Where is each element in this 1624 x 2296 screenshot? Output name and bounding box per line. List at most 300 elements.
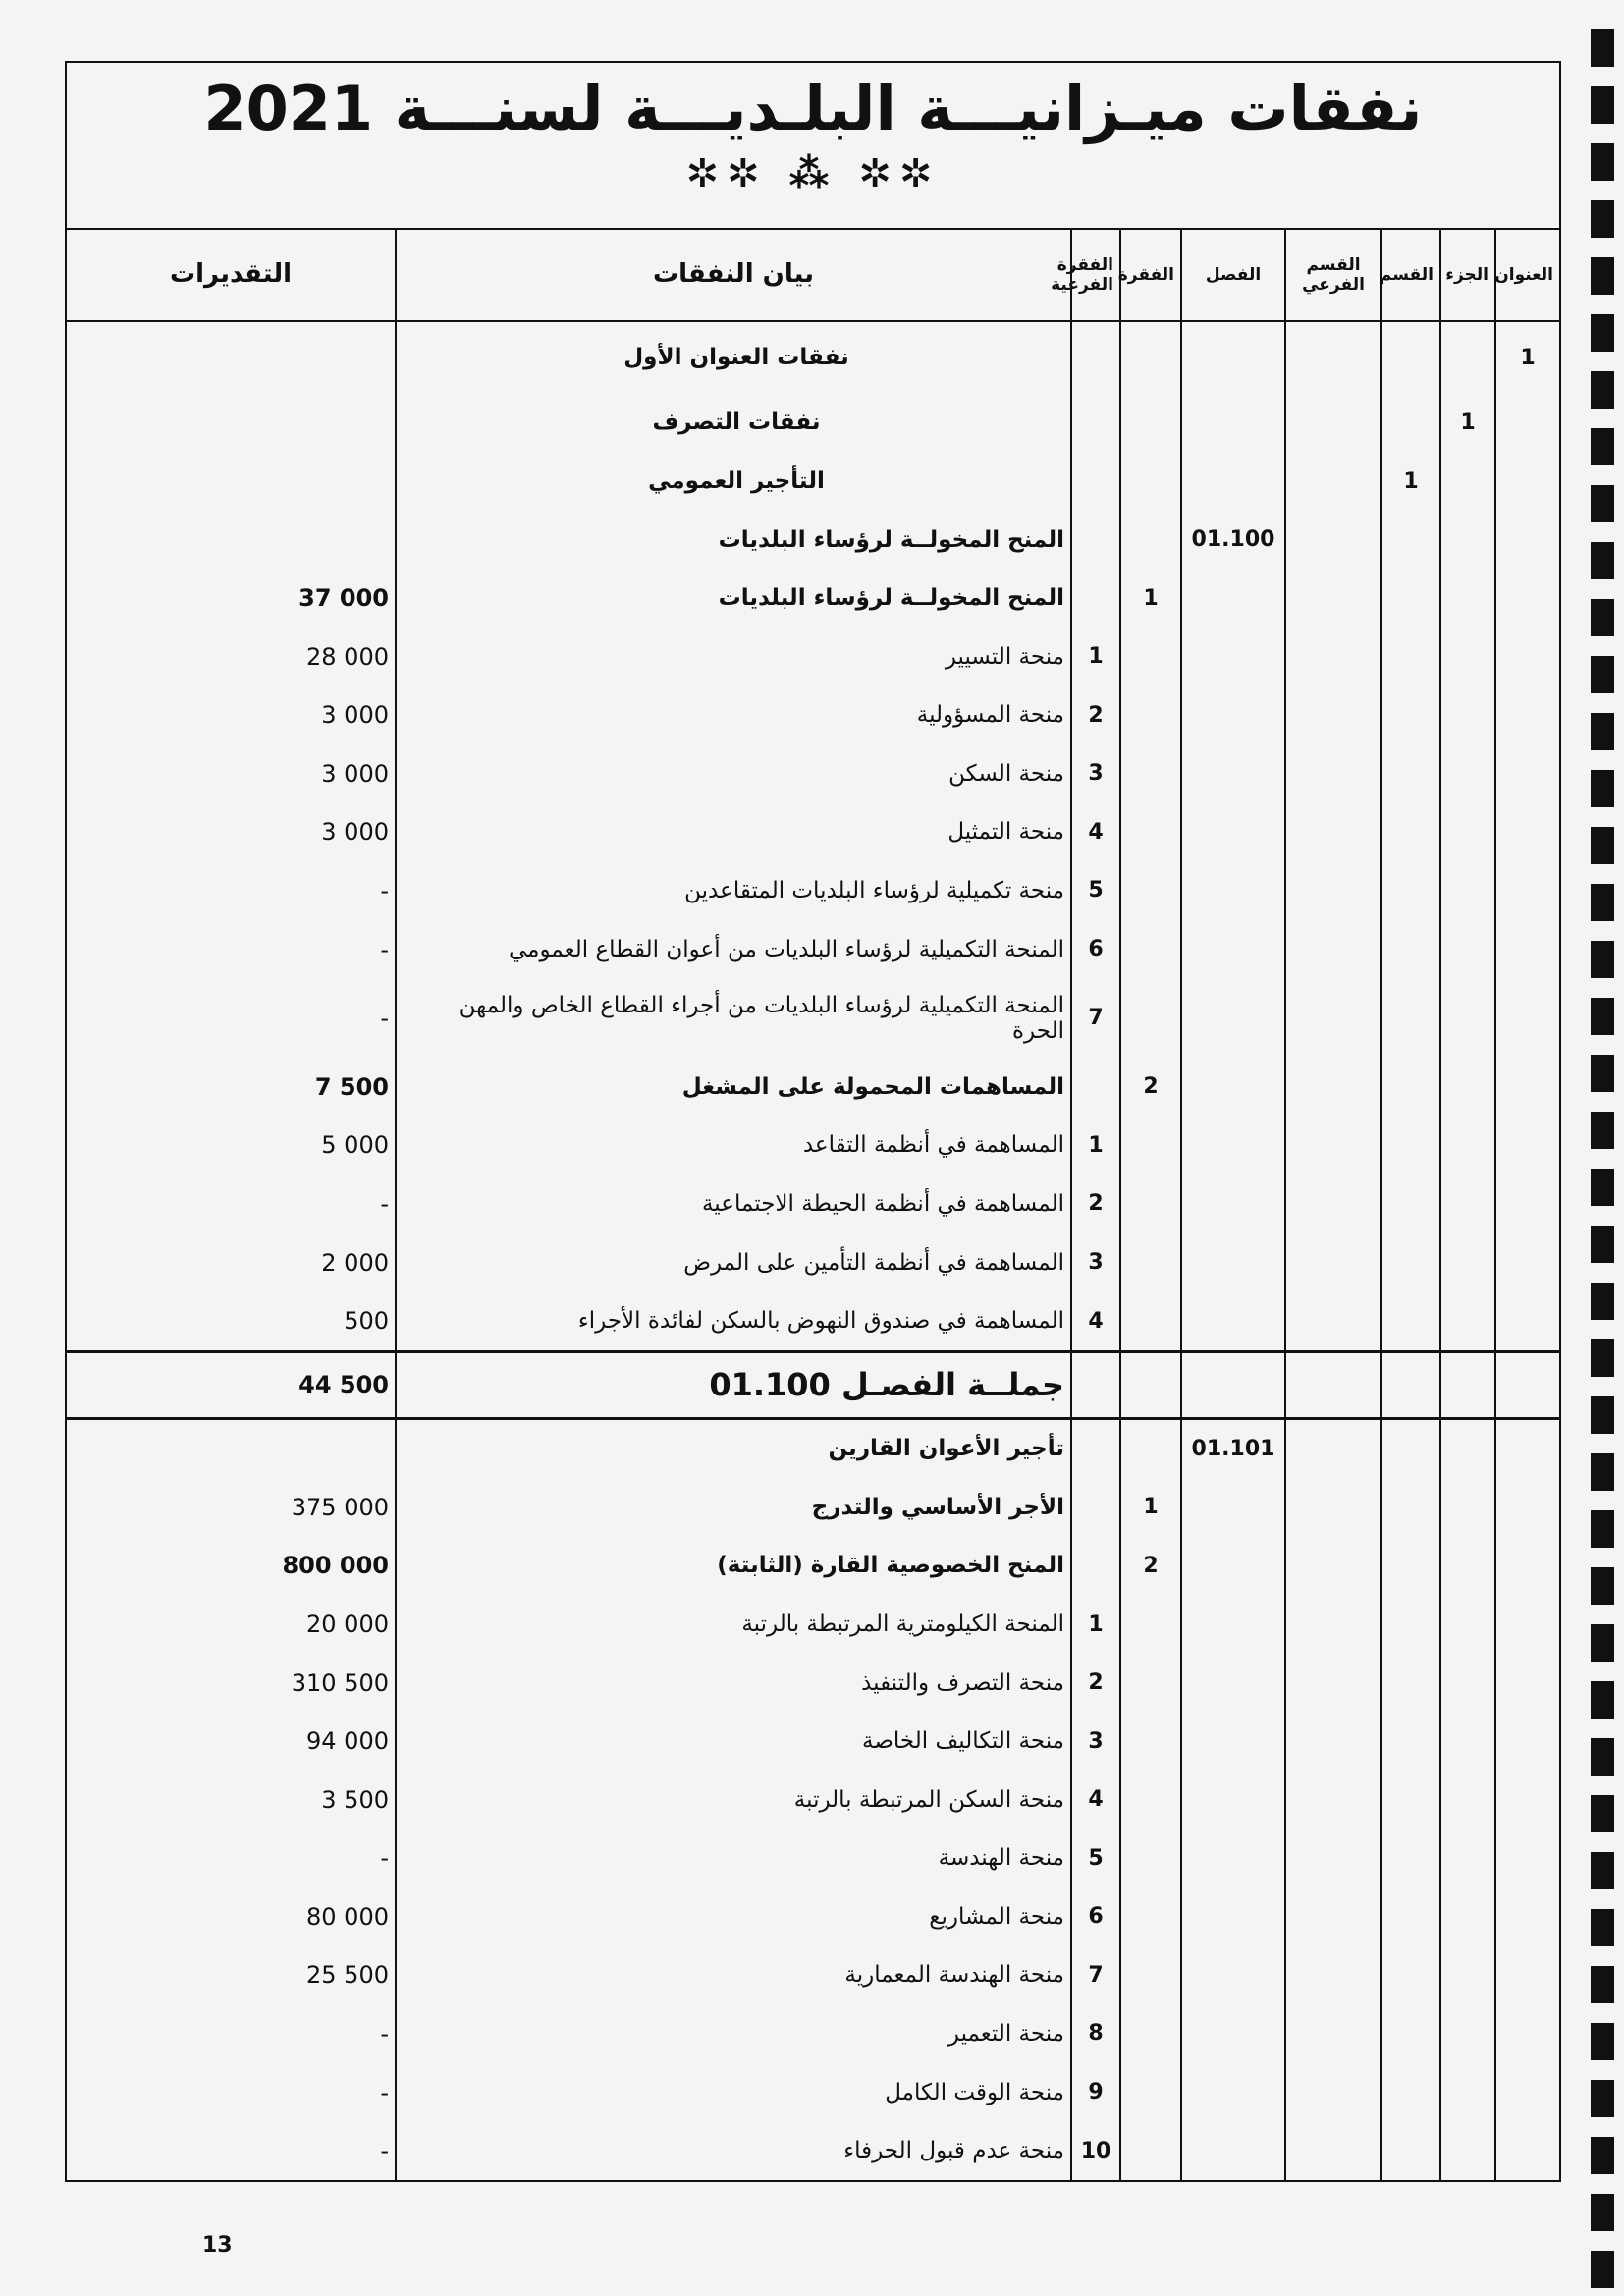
cell-estimate bbox=[66, 394, 396, 453]
cell-chapter bbox=[1181, 686, 1285, 745]
cell-sub-article: 7 bbox=[1071, 978, 1120, 1058]
table-row bbox=[66, 1830, 1560, 1888]
cell-part bbox=[1440, 861, 1495, 920]
cell-estimate bbox=[66, 861, 396, 920]
cell-title-col bbox=[1495, 452, 1560, 511]
cell-chapter bbox=[1181, 1058, 1285, 1117]
cell-estimate bbox=[66, 920, 396, 979]
table-row bbox=[66, 686, 1560, 745]
table-row bbox=[66, 744, 1560, 803]
estimate-value: 500 bbox=[344, 1307, 389, 1336]
cell-title-col bbox=[1495, 1771, 1560, 1830]
cell-title-col bbox=[1495, 2063, 1560, 2122]
cell-subdivision bbox=[1285, 1478, 1381, 1537]
binding-hole bbox=[1591, 1624, 1614, 1662]
cell-part: 1 bbox=[1440, 394, 1495, 453]
table-row bbox=[66, 1537, 1560, 1596]
cell-sub-article: 4 bbox=[1071, 803, 1120, 862]
cell-division bbox=[1381, 1946, 1440, 2005]
cell-part bbox=[1440, 1946, 1495, 2005]
cell-article bbox=[1120, 1595, 1181, 1654]
cell-title-col bbox=[1495, 1830, 1560, 1888]
binding-hole bbox=[1591, 2251, 1614, 2288]
cell-division bbox=[1381, 2121, 1440, 2181]
cell-description: المنحة التكميلية لرؤساء البلديات من أعوان القطاع العمومي bbox=[396, 920, 1071, 979]
cell-sub-article: 7 bbox=[1071, 1946, 1120, 2005]
cell-estimate bbox=[66, 569, 396, 628]
cell-division bbox=[1381, 628, 1440, 686]
cell-description: الأجر الأساسي والتدرج bbox=[396, 1478, 1071, 1537]
cell-part bbox=[1440, 1291, 1495, 1351]
estimate-value: - bbox=[380, 935, 389, 963]
cell-division bbox=[1381, 1654, 1440, 1713]
cell-subdivision bbox=[1285, 686, 1381, 745]
cell-part bbox=[1440, 321, 1495, 394]
binding-hole bbox=[1591, 2080, 1614, 2117]
cell-division bbox=[1381, 1175, 1440, 1233]
cell-sub-article: 6 bbox=[1071, 920, 1120, 979]
cell-title-col bbox=[1495, 1233, 1560, 1292]
cell-subdivision bbox=[1285, 628, 1381, 686]
table-row bbox=[66, 452, 1560, 511]
cell-title-col bbox=[1495, 1058, 1560, 1117]
estimate-value: 94 000 bbox=[306, 1727, 389, 1756]
cell-sub-article bbox=[1071, 1478, 1120, 1537]
cell-chapter bbox=[1181, 452, 1285, 511]
binding-hole bbox=[1591, 257, 1614, 295]
header-article: الفقرة bbox=[1120, 229, 1181, 321]
cell-sub-article: 2 bbox=[1071, 1175, 1120, 1233]
table-row bbox=[66, 1291, 1560, 1351]
estimate-value: 3 000 bbox=[321, 818, 389, 847]
cell-article: 1 bbox=[1120, 569, 1181, 628]
page-title: نفقات ميـزانيـــة البلـديـــة لسنـــة 2021 bbox=[203, 73, 1423, 144]
cell-estimate bbox=[66, 1117, 396, 1175]
binding-hole bbox=[1591, 941, 1614, 978]
table-row bbox=[66, 1946, 1560, 2005]
table-row bbox=[66, 861, 1560, 920]
cell-title-col bbox=[1495, 1117, 1560, 1175]
cell-sub-article: 3 bbox=[1071, 744, 1120, 803]
table-row bbox=[66, 1233, 1560, 1292]
cell-chapter bbox=[1181, 1351, 1285, 1418]
cell-estimate bbox=[66, 511, 396, 570]
binding-hole bbox=[1591, 884, 1614, 921]
binding-hole bbox=[1591, 314, 1614, 352]
binding-hole bbox=[1591, 1169, 1614, 1206]
cell-part bbox=[1440, 1830, 1495, 1888]
estimate-value: - bbox=[380, 1189, 389, 1218]
cell-estimate bbox=[66, 1830, 396, 1888]
cell-estimate bbox=[66, 2121, 396, 2181]
cell-chapter bbox=[1181, 394, 1285, 453]
cell-division bbox=[1381, 321, 1440, 394]
table-row bbox=[66, 978, 1560, 1058]
cell-title-col bbox=[1495, 744, 1560, 803]
cell-subdivision bbox=[1285, 1887, 1381, 1946]
estimate-value: 37 000 bbox=[298, 584, 389, 613]
cell-division bbox=[1381, 2004, 1440, 2063]
cell-title-col bbox=[1495, 2004, 1560, 2063]
cell-part bbox=[1440, 1595, 1495, 1654]
cell-article bbox=[1120, 1830, 1181, 1888]
cell-sub-article bbox=[1071, 1537, 1120, 1596]
cell-chapter bbox=[1181, 1175, 1285, 1233]
binding-hole bbox=[1591, 1339, 1614, 1377]
estimate-value: - bbox=[380, 1844, 389, 1873]
cell-part bbox=[1440, 920, 1495, 979]
cell-sub-article bbox=[1071, 452, 1120, 511]
cell-subdivision bbox=[1285, 1771, 1381, 1830]
cell-article bbox=[1120, 686, 1181, 745]
cell-article: 2 bbox=[1120, 1058, 1181, 1117]
cell-part bbox=[1440, 1712, 1495, 1771]
table-row bbox=[66, 1117, 1560, 1175]
cell-part bbox=[1440, 1654, 1495, 1713]
cell-estimate bbox=[66, 1058, 396, 1117]
cell-article bbox=[1120, 1233, 1181, 1292]
budget-page bbox=[65, 61, 1559, 2258]
cell-sub-article: 5 bbox=[1071, 861, 1120, 920]
cell-subdivision bbox=[1285, 2063, 1381, 2122]
cell-division bbox=[1381, 394, 1440, 453]
cell-subdivision bbox=[1285, 2121, 1381, 2181]
cell-sub-article: 3 bbox=[1071, 1712, 1120, 1771]
cell-subdivision bbox=[1285, 861, 1381, 920]
cell-sub-article bbox=[1071, 1351, 1120, 1418]
cell-estimate bbox=[66, 321, 396, 394]
cell-description: التأجير العمومي bbox=[396, 452, 1071, 511]
estimate-value: 80 000 bbox=[306, 1902, 389, 1931]
cell-estimate bbox=[66, 628, 396, 686]
cell-division: 1 bbox=[1381, 452, 1440, 511]
cell-title-col bbox=[1495, 920, 1560, 979]
table-row bbox=[66, 628, 1560, 686]
cell-subdivision bbox=[1285, 569, 1381, 628]
cell-article bbox=[1120, 1175, 1181, 1233]
cell-chapter bbox=[1181, 569, 1285, 628]
cell-sub-article: 1 bbox=[1071, 1595, 1120, 1654]
cell-estimate bbox=[66, 1595, 396, 1654]
cell-chapter bbox=[1181, 861, 1285, 920]
cell-estimate bbox=[66, 1233, 396, 1292]
cell-part bbox=[1440, 569, 1495, 628]
cell-title-col bbox=[1495, 1887, 1560, 1946]
cell-description: منحة التمثيل bbox=[396, 803, 1071, 862]
binding-hole bbox=[1591, 1852, 1614, 1889]
cell-part bbox=[1440, 1117, 1495, 1175]
table-row bbox=[66, 1771, 1560, 1830]
cell-article bbox=[1120, 803, 1181, 862]
cell-subdivision bbox=[1285, 1175, 1381, 1233]
cell-article bbox=[1120, 511, 1181, 570]
cell-title-col bbox=[1495, 1291, 1560, 1351]
decorative-stars: ✲✲ ⁂ ✲✲ bbox=[685, 151, 941, 196]
cell-division bbox=[1381, 803, 1440, 862]
estimate-value: 25 500 bbox=[306, 1961, 389, 1990]
cell-chapter bbox=[1181, 2063, 1285, 2122]
binding-hole bbox=[1591, 29, 1614, 67]
spiral-binding bbox=[1589, 0, 1614, 2296]
cell-chapter bbox=[1181, 803, 1285, 862]
cell-article bbox=[1120, 1654, 1181, 1713]
cell-sub-article bbox=[1071, 569, 1120, 628]
binding-hole bbox=[1591, 2137, 1614, 2174]
cell-article bbox=[1120, 978, 1181, 1058]
table-row bbox=[66, 1175, 1560, 1233]
cell-division bbox=[1381, 920, 1440, 979]
cell-description: المساهمة في أنظمة التأمين على المرض bbox=[396, 1233, 1071, 1292]
cell-description: منحة التسيير bbox=[396, 628, 1071, 686]
cell-division bbox=[1381, 1478, 1440, 1537]
cell-subdivision bbox=[1285, 920, 1381, 979]
cell-estimate bbox=[66, 1175, 396, 1233]
cell-article bbox=[1120, 861, 1181, 920]
cell-sub-article bbox=[1071, 394, 1120, 453]
cell-title-col bbox=[1495, 628, 1560, 686]
cell-sub-article: 4 bbox=[1071, 1771, 1120, 1830]
cell-description: منحة الهندسة bbox=[396, 1830, 1071, 1888]
header-title-col: العنوان bbox=[1495, 229, 1560, 321]
cell-article bbox=[1120, 1946, 1181, 2005]
binding-hole bbox=[1591, 371, 1614, 409]
binding-hole bbox=[1591, 1055, 1614, 1092]
cell-description: نفقات التصرف bbox=[396, 394, 1071, 453]
binding-hole bbox=[1591, 1112, 1614, 1149]
cell-estimate bbox=[66, 978, 396, 1058]
cell-part bbox=[1440, 1887, 1495, 1946]
binding-hole bbox=[1591, 1453, 1614, 1491]
cell-subdivision bbox=[1285, 1117, 1381, 1175]
cell-subdivision bbox=[1285, 1058, 1381, 1117]
cell-division bbox=[1381, 1771, 1440, 1830]
cell-estimate bbox=[66, 1946, 396, 2005]
binding-hole bbox=[1591, 713, 1614, 750]
header-part: الجزء bbox=[1440, 229, 1495, 321]
cell-sub-article: 1 bbox=[1071, 1117, 1120, 1175]
cell-chapter bbox=[1181, 2004, 1285, 2063]
cell-chapter bbox=[1181, 1233, 1285, 1292]
cell-article bbox=[1120, 1351, 1181, 1418]
cell-estimate bbox=[66, 2004, 396, 2063]
cell-part bbox=[1440, 1175, 1495, 1233]
binding-hole bbox=[1591, 599, 1614, 636]
cell-title-col bbox=[1495, 1595, 1560, 1654]
cell-estimate bbox=[66, 1537, 396, 1596]
cell-part bbox=[1440, 628, 1495, 686]
binding-hole bbox=[1591, 1795, 1614, 1832]
binding-hole bbox=[1591, 1283, 1614, 1320]
cell-part bbox=[1440, 2063, 1495, 2122]
binding-hole bbox=[1591, 143, 1614, 181]
table-row bbox=[66, 920, 1560, 979]
cell-subdivision bbox=[1285, 1830, 1381, 1888]
cell-description: منحة الهندسة المعمارية bbox=[396, 1946, 1071, 2005]
cell-subdivision bbox=[1285, 511, 1381, 570]
binding-hole bbox=[1591, 1510, 1614, 1548]
cell-article: 2 bbox=[1120, 1537, 1181, 1596]
table-row bbox=[66, 803, 1560, 862]
estimate-value: 2 000 bbox=[321, 1248, 389, 1277]
cell-title-col bbox=[1495, 978, 1560, 1058]
chapter-total-row bbox=[66, 1351, 1560, 1418]
cell-estimate bbox=[66, 744, 396, 803]
table-row bbox=[66, 569, 1560, 628]
table-row bbox=[66, 1478, 1560, 1537]
cell-title-col bbox=[1495, 394, 1560, 453]
cell-estimate bbox=[66, 1654, 396, 1713]
estimate-value: 375 000 bbox=[291, 1493, 389, 1521]
estimate-value: 28 000 bbox=[306, 642, 389, 671]
estimate-value: - bbox=[380, 2019, 389, 2048]
cell-title-col bbox=[1495, 569, 1560, 628]
cell-description: منحة السكن bbox=[396, 744, 1071, 803]
cell-division bbox=[1381, 569, 1440, 628]
table-row bbox=[66, 1058, 1560, 1117]
cell-division bbox=[1381, 1418, 1440, 1478]
cell-sub-article: 1 bbox=[1071, 628, 1120, 686]
header-description: بيان النفقات bbox=[396, 229, 1071, 321]
cell-title-col bbox=[1495, 1478, 1560, 1537]
table-row bbox=[66, 511, 1560, 570]
cell-subdivision bbox=[1285, 744, 1381, 803]
cell-part bbox=[1440, 1418, 1495, 1478]
binding-hole bbox=[1591, 998, 1614, 1035]
cell-estimate bbox=[66, 452, 396, 511]
cell-description: المنح الخصوصية القارة (الثابتة) bbox=[396, 1537, 1071, 1596]
estimate-value: 3 500 bbox=[321, 1785, 389, 1814]
cell-subdivision bbox=[1285, 1291, 1381, 1351]
cell-description: المساهمة في أنظمة الحيطة الاجتماعية bbox=[396, 1175, 1071, 1233]
cell-division bbox=[1381, 1233, 1440, 1292]
header-chapter: الفصل bbox=[1181, 229, 1285, 321]
table-row bbox=[66, 321, 1560, 394]
binding-hole bbox=[1591, 827, 1614, 864]
cell-subdivision bbox=[1285, 321, 1381, 394]
cell-subdivision bbox=[1285, 1233, 1381, 1292]
cell-article bbox=[1120, 628, 1181, 686]
header-sub-article: الفقرة الفرعية bbox=[1071, 229, 1120, 321]
estimate-value: 44 500 bbox=[298, 1371, 389, 1399]
cell-sub-article: 9 bbox=[1071, 2063, 1120, 2122]
cell-description: منحة التعمير bbox=[396, 2004, 1071, 2063]
cell-sub-article: 6 bbox=[1071, 1887, 1120, 1946]
cell-title-col bbox=[1495, 1537, 1560, 1596]
cell-division bbox=[1381, 861, 1440, 920]
chapter-total-label: جملــة الفصـل 01.100 bbox=[396, 1351, 1071, 1418]
cell-title-col bbox=[1495, 1175, 1560, 1233]
cell-description: المنحة التكميلية لرؤساء البلديات من أجراء القطاع الخاص والمهن الحرة bbox=[396, 978, 1071, 1058]
estimate-value: 3 000 bbox=[321, 701, 389, 730]
cell-chapter bbox=[1181, 920, 1285, 979]
binding-hole bbox=[1591, 2023, 1614, 2060]
estimate-value: - bbox=[380, 876, 389, 904]
binding-hole bbox=[1591, 86, 1614, 124]
cell-subdivision bbox=[1285, 978, 1381, 1058]
cell-chapter bbox=[1181, 1830, 1285, 1888]
cell-sub-article bbox=[1071, 511, 1120, 570]
binding-hole bbox=[1591, 200, 1614, 238]
cell-division bbox=[1381, 1351, 1440, 1418]
budget-table bbox=[65, 228, 1561, 2182]
estimate-value: - bbox=[380, 2078, 389, 2106]
cell-subdivision bbox=[1285, 803, 1381, 862]
cell-subdivision bbox=[1285, 2004, 1381, 2063]
cell-title-col bbox=[1495, 511, 1560, 570]
estimate-value: 3 000 bbox=[321, 759, 389, 788]
cell-chapter bbox=[1181, 2121, 1285, 2181]
cell-chapter bbox=[1181, 1887, 1285, 1946]
cell-chapter bbox=[1181, 1654, 1285, 1713]
page-number: 13 bbox=[202, 2233, 233, 2258]
cell-subdivision bbox=[1285, 1595, 1381, 1654]
cell-sub-article bbox=[1071, 1418, 1120, 1478]
table-row bbox=[66, 1887, 1560, 1946]
cell-subdivision bbox=[1285, 1351, 1381, 1418]
cell-subdivision bbox=[1285, 452, 1381, 511]
estimate-value: 310 500 bbox=[291, 1668, 389, 1697]
cell-part bbox=[1440, 803, 1495, 862]
cell-article bbox=[1120, 2121, 1181, 2181]
table-header-row bbox=[66, 229, 1560, 321]
table-row bbox=[66, 1418, 1560, 1478]
cell-description: تأجير الأعوان القارين bbox=[396, 1418, 1071, 1478]
cell-chapter bbox=[1181, 1595, 1285, 1654]
cell-article bbox=[1120, 321, 1181, 394]
cell-estimate bbox=[66, 1478, 396, 1537]
cell-part bbox=[1440, 1058, 1495, 1117]
cell-article bbox=[1120, 920, 1181, 979]
estimate-value: 20 000 bbox=[306, 1611, 389, 1639]
cell-part bbox=[1440, 1537, 1495, 1596]
binding-hole bbox=[1591, 1966, 1614, 2003]
cell-title-col bbox=[1495, 2121, 1560, 2181]
cell-division bbox=[1381, 1887, 1440, 1946]
header-division: القسم bbox=[1381, 229, 1440, 321]
cell-estimate bbox=[66, 1351, 396, 1418]
table-row bbox=[66, 2063, 1560, 2122]
cell-division bbox=[1381, 1537, 1440, 1596]
cell-sub-article: 4 bbox=[1071, 1291, 1120, 1351]
cell-division bbox=[1381, 744, 1440, 803]
cell-division bbox=[1381, 1117, 1440, 1175]
budget-table-body bbox=[66, 321, 1560, 2181]
cell-sub-article: 2 bbox=[1071, 1654, 1120, 1713]
header-estimates: التقديرات bbox=[66, 229, 396, 321]
cell-chapter bbox=[1181, 1537, 1285, 1596]
cell-sub-article bbox=[1071, 321, 1120, 394]
table-row bbox=[66, 2004, 1560, 2063]
estimate-value: - bbox=[380, 1004, 389, 1032]
cell-chapter bbox=[1181, 744, 1285, 803]
cell-part bbox=[1440, 686, 1495, 745]
cell-estimate bbox=[66, 686, 396, 745]
cell-sub-article bbox=[1071, 1058, 1120, 1117]
cell-title-col bbox=[1495, 1351, 1560, 1418]
cell-subdivision bbox=[1285, 1712, 1381, 1771]
cell-title-col bbox=[1495, 1712, 1560, 1771]
binding-hole bbox=[1591, 1909, 1614, 1946]
cell-part bbox=[1440, 2121, 1495, 2181]
table-row bbox=[66, 394, 1560, 453]
cell-chapter: 01.100 bbox=[1181, 511, 1285, 570]
cell-part bbox=[1440, 978, 1495, 1058]
cell-part bbox=[1440, 1771, 1495, 1830]
cell-article: 1 bbox=[1120, 1478, 1181, 1537]
cell-title-col: 1 bbox=[1495, 321, 1560, 394]
cell-division bbox=[1381, 686, 1440, 745]
cell-article bbox=[1120, 1712, 1181, 1771]
